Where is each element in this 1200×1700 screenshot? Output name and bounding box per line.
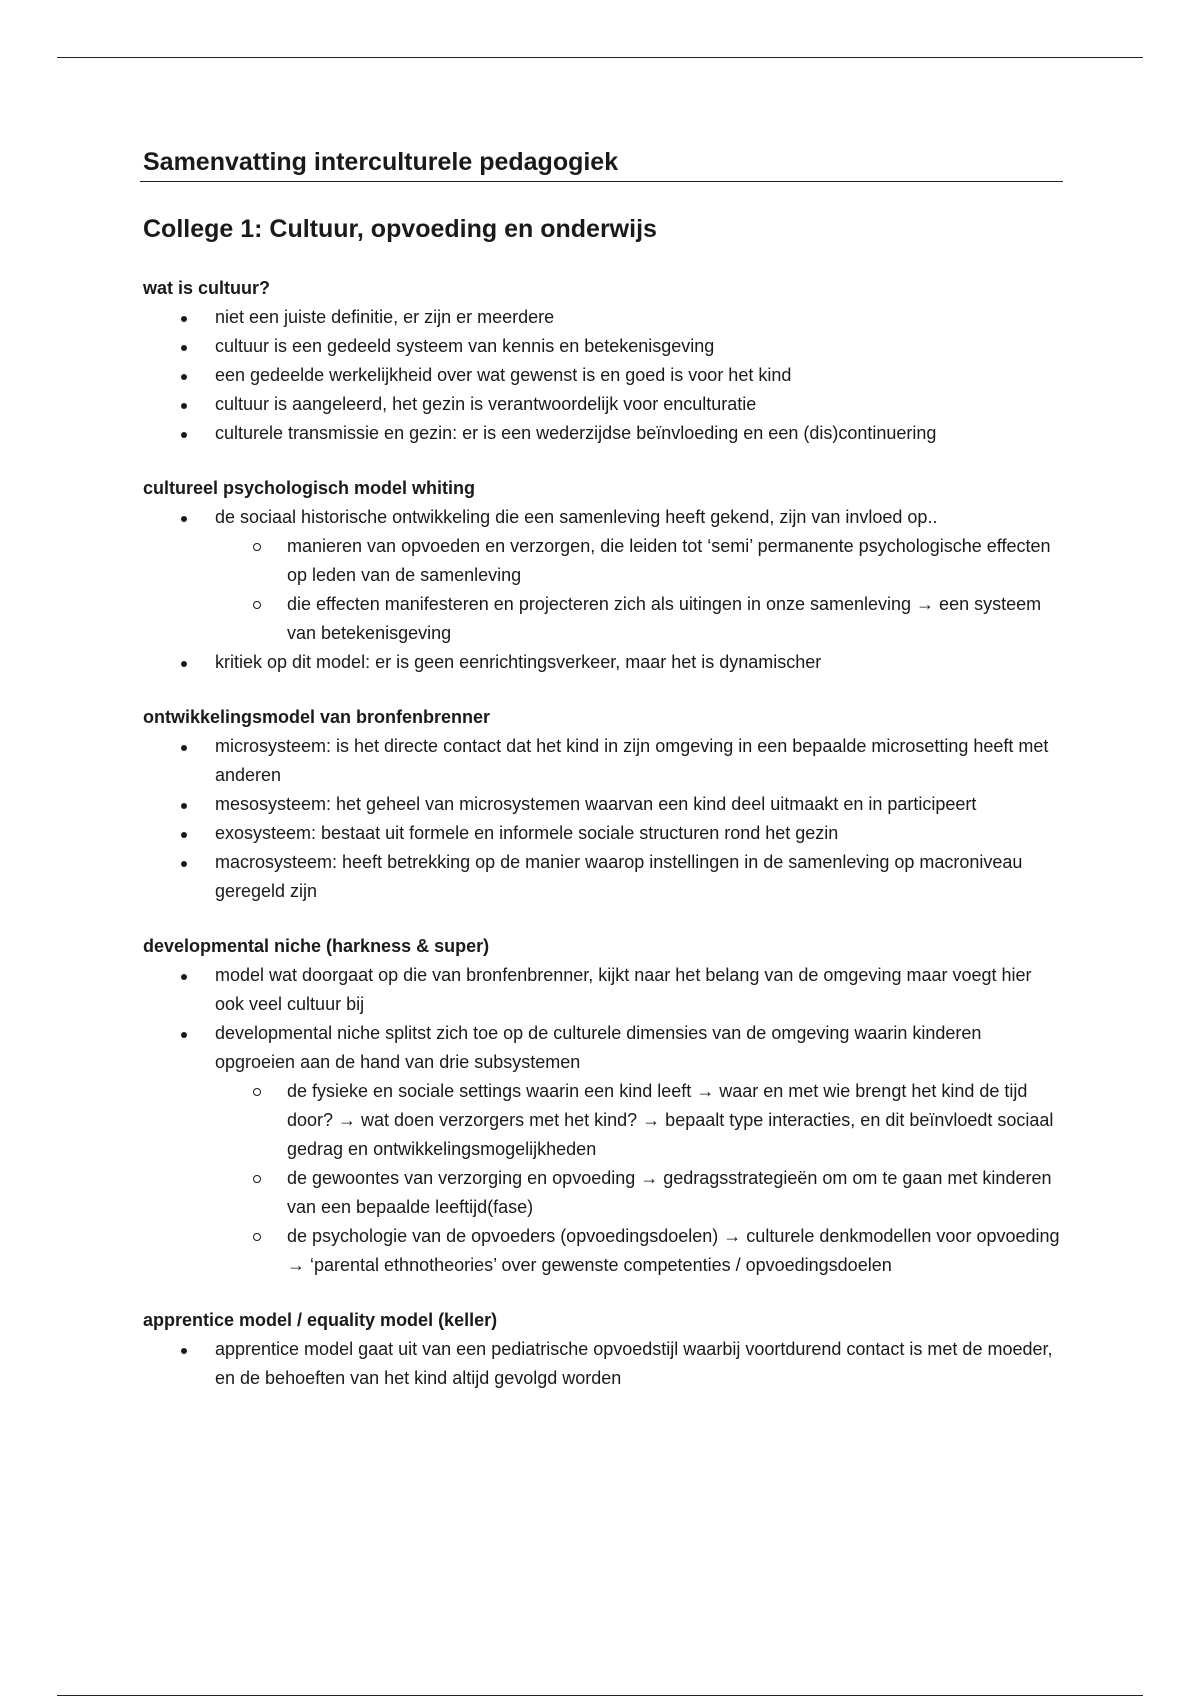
list-item-text: cultuur is een gedeeld systeem van kennis en betekenisgeving	[215, 336, 715, 356]
list-item-text: developmental niche splitst zich toe op de culturele dimensies van de omgeving waarin kinderen opgroeien aan de hand van drie subsystemen	[215, 1023, 982, 1072]
section-developmental-niche	[143, 932, 1063, 1280]
bullet-icon	[181, 345, 187, 351]
bullet-list	[143, 503, 1063, 677]
hollow-bullet-icon	[253, 543, 261, 551]
list-item-text: mesosysteem: het geheel van microsystemen waarvan een kind deel uitmaakt en in participeert	[215, 794, 977, 814]
hollow-bullet-icon	[253, 601, 261, 609]
bullet-icon	[181, 974, 187, 980]
list-item	[143, 648, 1063, 677]
section-bronfenbrenner	[143, 703, 1063, 906]
list-item-text: de sociaal historische ontwikkeling die een samenleving heeft gekend, zijn van invloed op..	[215, 507, 938, 527]
bullet-list	[143, 961, 1063, 1280]
list-item	[143, 503, 1063, 648]
list-item	[143, 961, 1063, 1019]
bullet-icon	[181, 316, 187, 322]
list-item-text: een gedeelde werkelijkheid over wat gewenst is en goed is voor het kind	[215, 365, 792, 385]
sub-list-item-text: de gewoontes van verzorging en opvoeding → gedragsstrategieën om om te gaan met kinderen van een bepaalde leeftijd(fase)	[287, 1168, 1052, 1217]
bullet-icon	[181, 803, 187, 809]
sub-list-item	[215, 1164, 1063, 1222]
sub-bullet-list	[215, 1077, 1063, 1280]
bullet-icon	[181, 403, 187, 409]
sub-list-item	[215, 1077, 1063, 1164]
sub-list-item-text: manieren van opvoeden en verzorgen, die leiden tot ‘semi’ permanente psychologische effecten op leden van de samenleving	[287, 536, 1051, 585]
list-item-text: exosysteem: bestaat uit formele en informele sociale structuren rond het gezin	[215, 823, 839, 843]
bullet-icon	[181, 1032, 187, 1038]
hollow-bullet-icon	[253, 1175, 261, 1183]
sub-bullet-list	[215, 532, 1063, 648]
list-item	[143, 1335, 1063, 1393]
list-item-text: apprentice model gaat uit van een pediatrische opvoedstijl waarbij voortdurend contact is met de moeder, en de behoeften van het kind altijd gevolgd worden	[215, 1339, 1053, 1388]
sub-list-item	[215, 590, 1063, 648]
bullet-icon	[181, 861, 187, 867]
list-item-text: kritiek op dit model: er is geen eenrichtingsverkeer, maar het is dynamischer	[215, 652, 822, 672]
sub-list-item	[215, 532, 1063, 590]
bullet-icon	[181, 661, 187, 667]
list-item	[143, 332, 1063, 361]
bullet-icon	[181, 745, 187, 751]
list-item	[143, 390, 1063, 419]
bullet-list	[143, 732, 1063, 906]
sub-list-item-text: de psychologie van de opvoeders (opvoedingsdoelen) → culturele denkmodellen voor opvoeding → ‘parental ethnotheories’ over gewenste competenties / opvoedingsdoelen	[287, 1226, 1060, 1275]
section-wat-is-cultuur	[143, 274, 1063, 448]
top-rule	[57, 57, 1143, 58]
list-item	[143, 848, 1063, 906]
list-item-text: macrosysteem: heeft betrekking op de manier waarop instellingen in de samenleving op macroniveau geregeld zijn	[215, 852, 1023, 901]
list-item	[143, 790, 1063, 819]
hollow-bullet-icon	[253, 1088, 261, 1096]
document-body	[143, 143, 1063, 1393]
section-keller-model	[143, 1306, 1063, 1393]
list-item	[143, 819, 1063, 848]
list-item	[143, 361, 1063, 390]
list-item-text: microsysteem: is het directe contact dat het kind in zijn omgeving in een bepaalde microsetting heeft met anderen	[215, 736, 1049, 785]
list-item-text: cultuur is aangeleerd, het gezin is verantwoordelijk voor enculturatie	[215, 394, 757, 414]
section-heading: apprentice model / equality model (keller)	[143, 1310, 498, 1330]
bullet-list	[143, 1335, 1063, 1393]
bullet-icon	[181, 516, 187, 522]
bullet-list	[143, 303, 1063, 448]
section-whiting-model	[143, 474, 1063, 677]
sub-list-item-text: de fysieke en sociale settings waarin een kind leeft → waar en met wie brengt het kind de tijd door? → wat doen verzorgers met het kind? → bepaalt type interacties, en dit beïnvloedt sociaal gedrag en ontwikkelingsmogelijkheden	[287, 1081, 1054, 1159]
bullet-icon	[181, 832, 187, 838]
list-item-text: model wat doorgaat op die van bronfenbrenner, kijkt naar het belang van de omgeving maar voegt hier ook veel cultuur bij	[215, 965, 1032, 1014]
hollow-bullet-icon	[253, 1233, 261, 1241]
list-item-text: niet een juiste definitie, er zijn er meerdere	[215, 307, 555, 327]
section-heading: cultureel psychologisch model whiting	[143, 478, 476, 498]
section-heading: ontwikkelingsmodel van bronfenbrenner	[143, 707, 491, 727]
list-item	[143, 419, 1063, 448]
sub-list-item	[215, 1222, 1063, 1280]
list-item	[143, 732, 1063, 790]
sub-list-item-text: die effecten manifesteren en projecteren zich als uitingen in onze samenleving → een systeem van betekenisgeving	[287, 594, 1042, 643]
section-heading: wat is cultuur?	[143, 278, 271, 298]
list-item	[143, 1019, 1063, 1280]
bullet-icon	[181, 1348, 187, 1354]
college-heading: College 1: Cultuur, opvoeding en onderwijs	[143, 215, 657, 243]
bullet-icon	[181, 432, 187, 438]
bullet-icon	[181, 374, 187, 380]
list-item	[143, 303, 1063, 332]
section-heading: developmental niche (harkness & super)	[143, 936, 490, 956]
document-title: Samenvatting interculturele pedagogiek	[140, 143, 1063, 182]
list-item-text: culturele transmissie en gezin: er is een wederzijdse beïnvloeding en een (dis)continuering	[215, 423, 937, 443]
bottom-rule	[57, 1695, 1143, 1696]
